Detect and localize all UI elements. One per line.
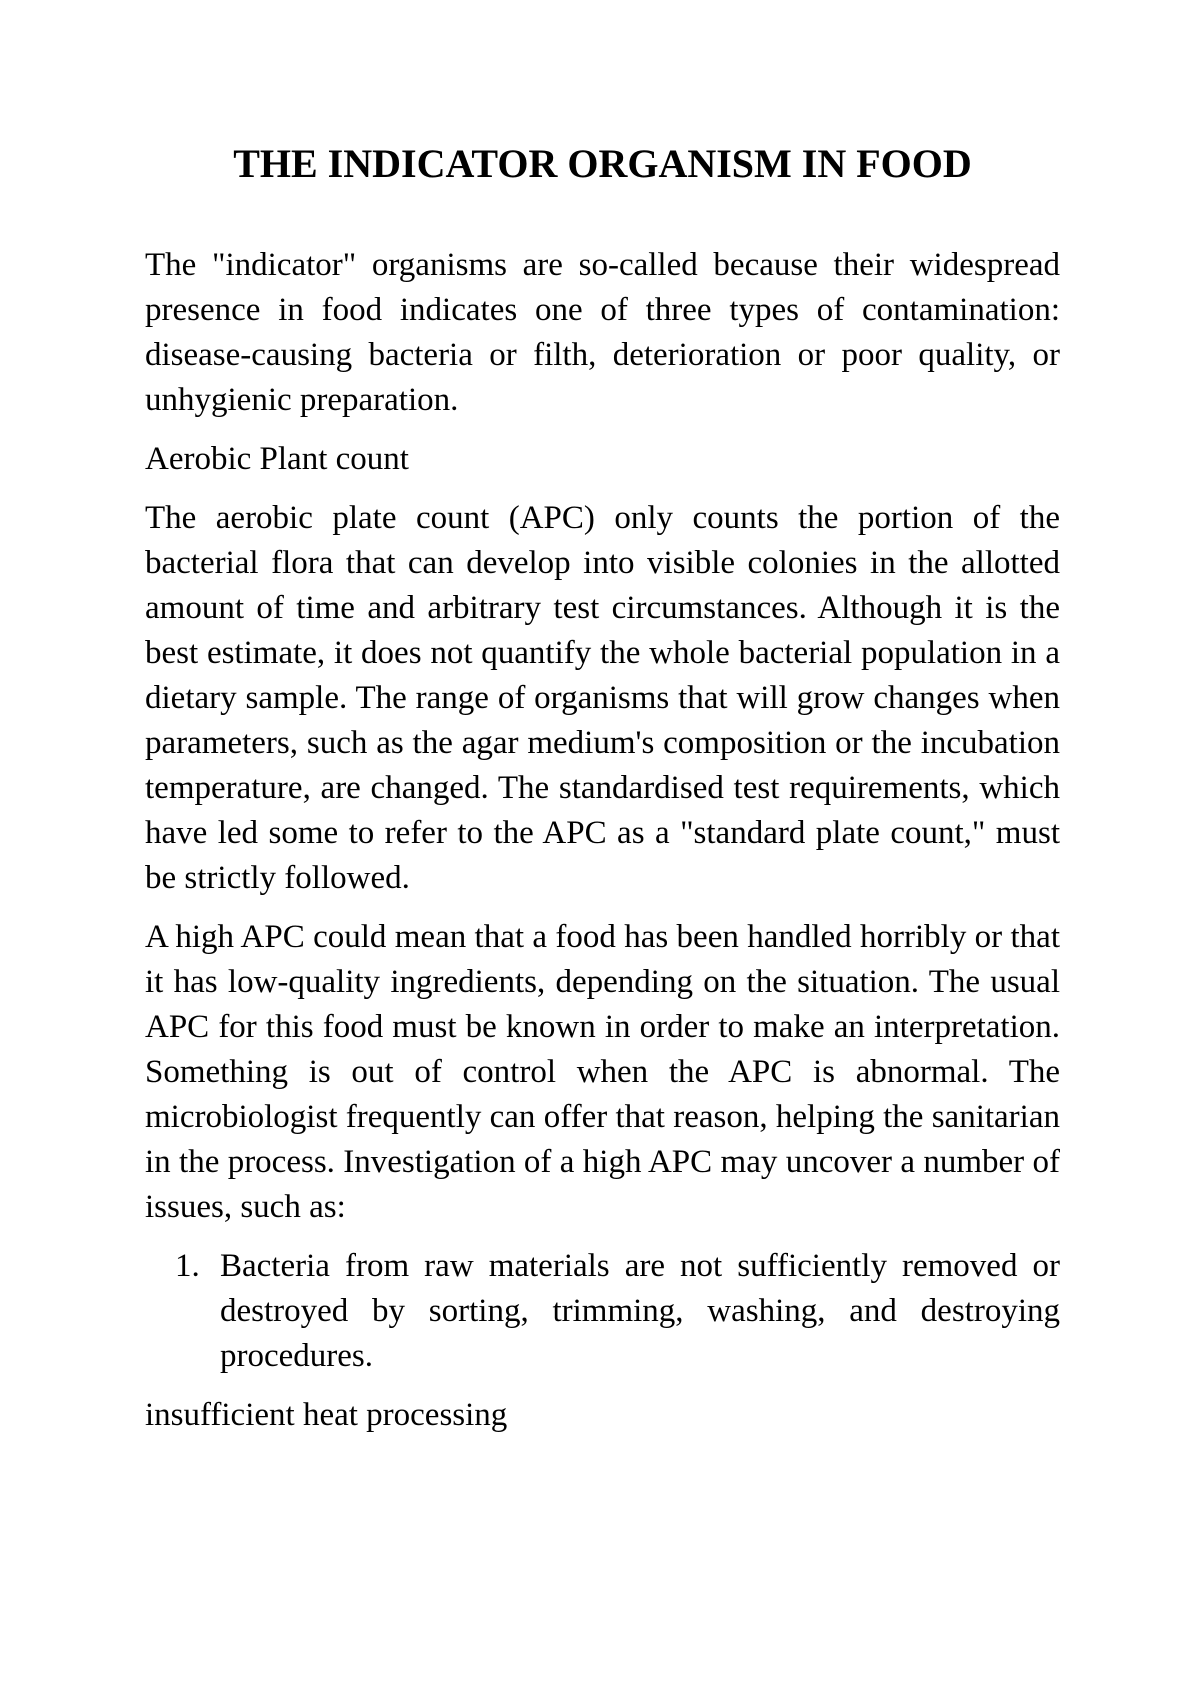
issues-list [145, 1244, 1060, 1379]
apc-paragraph: The aerobic plate count (APC) only counts the portion of the bacterial flora that can develop into visible colonies in the allotted amount of time and arbitrary test circumstances. Although it is the best estimate, it does not quantify the whole bacterial population in a dietary sample. The range of organisms that will grow changes when parameters, such as the agar medium's composition or the incubation temperature, are changed. The standardised test requirements, which have led some to refer to the APC as a "standard plate count," must be strictly followed. [145, 500, 1060, 896]
intro-paragraph: The "indicator" organisms are so-called because their widespread presence in food indicates one of three types of contamination: disease-causing bacteria or filth, deterioration or poor quality, or unhygienic preparation. [145, 247, 1060, 418]
high-apc-paragraph: A high APC could mean that a food has been handled horribly or that it has low-quality ingredients, depending on the situation. The usual APC for this food must be known in order to make an interpretation. Something is out of control when the APC is abnormal. The microbiologist frequently can offer that reason, helping the sanitarian in the process. Investigation of a high APC may uncover a number of issues, such as: [145, 919, 1060, 1225]
trailing-line: insufficient heat processing [145, 1397, 508, 1433]
document-title: THE INDICATOR ORGANISM IN FOOD [233, 141, 972, 186]
section-heading: Aerobic Plant count [145, 441, 409, 477]
document-page [145, 140, 1060, 1452]
list-item-text: Bacteria from raw materials are not sufficiently removed or destroyed by sorting, trimming, washing, and destroying procedures. [220, 1248, 1060, 1374]
list-item [145, 1244, 1060, 1379]
list-item-marker: 1. [175, 1248, 200, 1284]
